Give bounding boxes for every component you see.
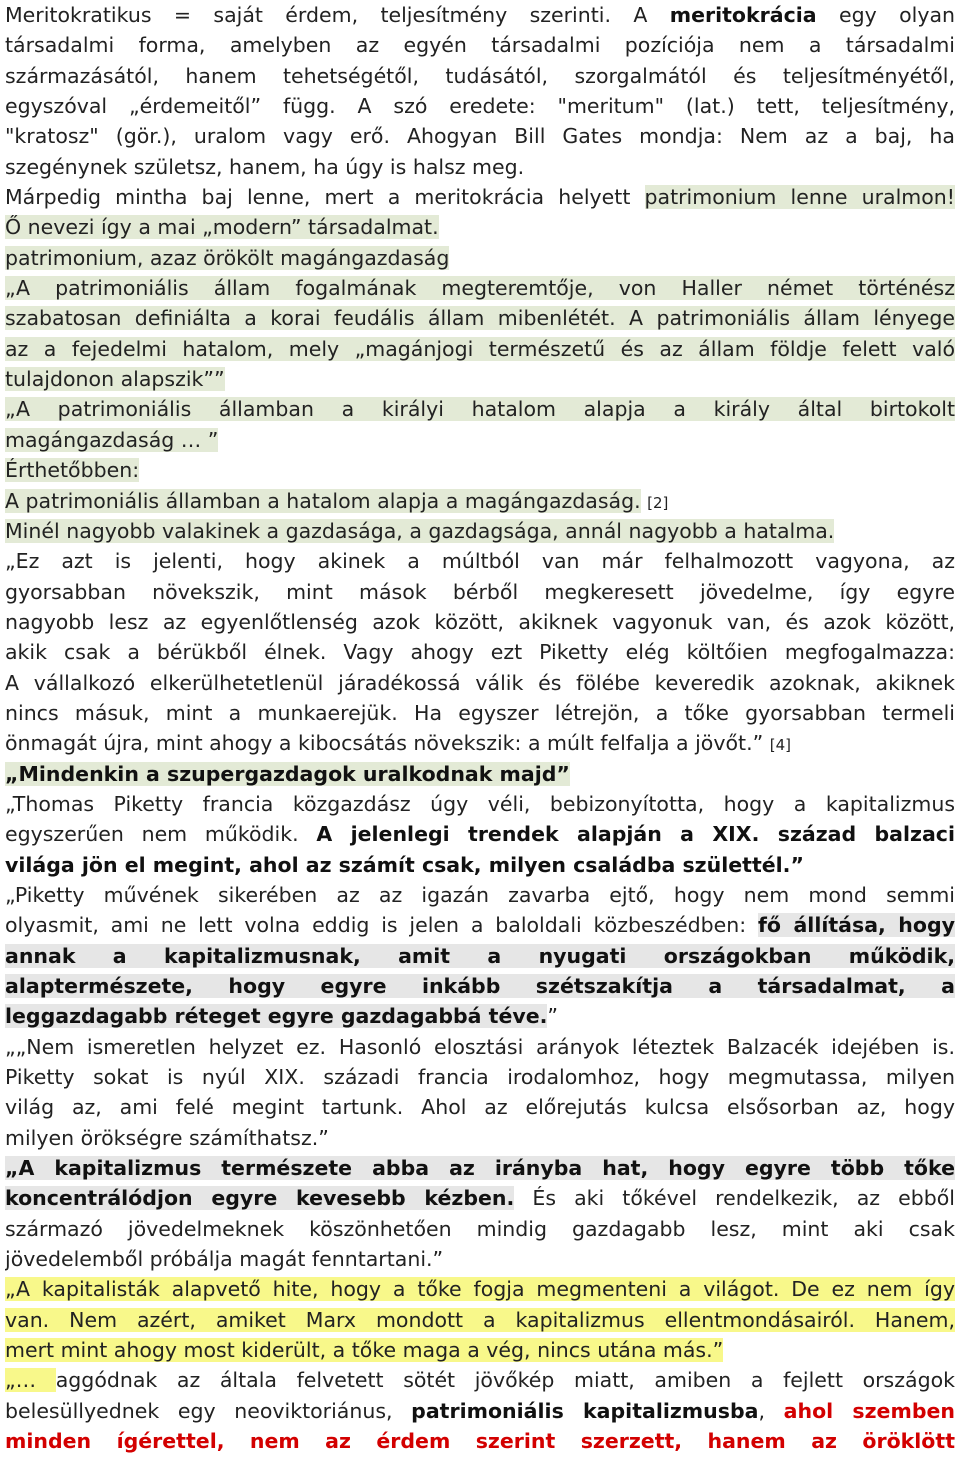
footnote-ref: [2] (647, 493, 669, 512)
text-segment: A vállalkozó elkerülhetetlenül járadékossá válik és fölébe keveredik azoknak, akiknek (5, 670, 955, 695)
text-segment: meritokrácia (669, 3, 817, 27)
text-segment: patrimoniális kapitalizmusba (411, 1398, 759, 1423)
text-line (5, 880, 955, 910)
text-segment: egyszóval „érdemeitől” függ. A szó eredete: "meritum" (lat.) tett, teljesítmény, (5, 94, 955, 119)
text-line (5, 1032, 955, 1062)
text-line (5, 182, 955, 212)
text-segment: Piketty sokat is nyúl XIX. századi francia irodalomhoz, hogy megmutassa, milyen (5, 1065, 955, 1090)
text-segment: egyszerűen nem működik. (5, 822, 317, 847)
text-segment: tulajdonon alapszik”” (5, 367, 225, 392)
text-line (5, 334, 955, 364)
text-segment: „A kapitalizmus természete abba az irányba hat, hogy egyre több tőke (5, 1156, 955, 1181)
text-line (5, 1092, 955, 1122)
text-segment: akik csak a bérükből élnek. Vagy ahogy ezt Piketty elég költőien megfogalmazza: (5, 640, 955, 665)
text-segment: alaptermészete, hogy egyre inkább szétszakítja a társadalmat, a (5, 974, 955, 998)
text-segment: "kratosz" (gör.), uralom vagy erő. Ahogyan Bill Gates mondja: Nem az a baj, ha (5, 124, 955, 149)
text-segment: Márpedig mintha baj lenne, mert a meritokrácia helyett (5, 185, 645, 210)
text-segment: aggódnak az általa felvetett sötét jövőkép miatt, amiben a fejlett országok (55, 1368, 955, 1393)
footnote-ref: [4] (769, 736, 791, 755)
text-segment: belesüllyednek egy neoviktoriánus, (5, 1398, 412, 1423)
text-line (5, 668, 955, 698)
text-line (5, 971, 955, 1001)
text-segment: „A patrimoniális államban a királyi hatalom alapja a király által birtokolt (5, 397, 955, 422)
text-segment: „„Nem ismeretlen helyzet ez. Hasonló elosztási arányok léteztek Balzacék idejében is. (5, 1034, 955, 1059)
text-line (5, 303, 955, 333)
text-line (5, 0, 955, 30)
text-segment: társadalmi forma, amelyben az egyén társadalmi pozíciója nem a társadalmi (5, 33, 955, 58)
text-line (5, 273, 955, 303)
text-segment: világ az, ami felé megint tartunk. Ahol az előrejutás kulcsa elsősorban az, hogy (5, 1095, 955, 1120)
text-segment: jövedelemből próbálja magát fenntartani.” (5, 1247, 444, 1272)
text-segment: patrimonium lenne uralmon! (644, 185, 955, 210)
text-line (5, 1123, 955, 1153)
text-line (5, 1214, 955, 1244)
text-line (5, 1062, 955, 1092)
text-line (5, 637, 955, 667)
text-line (5, 394, 955, 424)
text-line (5, 850, 955, 880)
text-line (5, 1426, 955, 1456)
text-segment: koncentrálódjon egyre kevesebb kézben. (5, 1186, 515, 1211)
text-segment: szabatosan definiálta a korai feudális állam mibenlétét. (5, 306, 616, 331)
text-segment: „Mindenkin a szupergazdagok uralkodnak majd” (5, 761, 570, 786)
text-line (5, 910, 955, 940)
text-line (5, 759, 955, 789)
text-line (5, 152, 955, 182)
text-segment: Meritokratikus = saját érdem, teljesítmény szerinti. A (5, 3, 670, 27)
text-line (5, 607, 955, 637)
text-line (5, 91, 955, 121)
text-line (5, 546, 955, 576)
text-segment: „… (5, 1368, 56, 1393)
text-segment: fő állítása, hogy (758, 913, 955, 938)
text-line (5, 1305, 955, 1335)
text-line (5, 455, 955, 485)
text-segment: Érthetőbben: (5, 458, 140, 483)
text-segment: ” (547, 1004, 559, 1029)
text-segment: Ő nevezi így a mai „modern” társadalmat. (5, 215, 439, 240)
text-line (5, 516, 955, 546)
text-segment: leggazdagabb réteget egyre gazdagabbá téve. (5, 1004, 548, 1029)
text-line (5, 212, 955, 242)
text-line (5, 728, 955, 758)
text-line (5, 698, 955, 728)
text-line (5, 61, 955, 91)
text-segment: patrimonium, azaz örökölt magángazdaság (5, 245, 450, 270)
text-line (5, 243, 955, 273)
text-segment: „Piketty művének sikerében az az igazán zavarba ejtő, hogy nem mond semmi (5, 882, 955, 907)
text-segment: „A kapitalisták alapvető hite, hogy a tőke fogja megmenteni a világot. De ez nem így (5, 1277, 955, 1302)
text-line (5, 577, 955, 607)
text-line (5, 1153, 955, 1183)
text-segment: , (758, 1398, 784, 1423)
text-segment: annak a kapitalizmusnak, amit a nyugati országokban működik, (5, 943, 955, 968)
text-segment: származásától, hanem tehetségétől, tudásától, szorgalmától és teljesítményétől, (5, 63, 955, 88)
text-line (5, 1183, 955, 1213)
text-segment: van. Nem azért, amiket Marx mondott a kapitalizmus ellentmondásairól. Hanem, (5, 1307, 955, 1332)
text-segment: „Thomas Piketty francia közgazdász úgy véli, bebizonyította, hogy a kapitalizmus (5, 791, 955, 816)
text-line (5, 425, 955, 455)
text-line (5, 1365, 955, 1395)
text-segment: önmagát újra, mint ahogy a kibocsátás növekszik: a múlt felfalja a jövőt.” (5, 731, 764, 756)
text-line (5, 819, 955, 849)
text-line (5, 1001, 955, 1031)
text-segment: Minél nagyobb valakinek a gazdasága, a gazdagsága, annál nagyobb a hatalma. (5, 518, 835, 543)
text-segment: származó jövedelmeknek köszönhetően mindig gazdagabb lesz, mint aki csak (5, 1216, 955, 1241)
text-segment: szegénynek születsz, hanem, ha úgy is halsz meg. (5, 154, 525, 179)
text-segment: az a fejedelmi hatalom, mely „magánjogi természetű és az állam földje felett való (5, 336, 955, 361)
text-segment: ahol szemben (783, 1398, 955, 1423)
text-segment: egy olyan (816, 3, 955, 27)
text-segment: gyorsabban növekszik, mint mások bérből megkeresett jövedelme, így egyre (5, 579, 955, 604)
text-segment: „Ez azt is jelenti, hogy akinek a múltból van már felhalmozott vagyona, az (5, 549, 955, 574)
text-segment: nagyobb lesz az egyenlőtlenség azok között, akiknek vagyonuk van, és azok között, (5, 609, 955, 634)
text-line (5, 30, 955, 60)
text-segment: olyasmit, ami ne lett volna eddig is jelen a baloldali közbeszédben: (5, 913, 759, 938)
text-line (5, 121, 955, 151)
text-line (5, 486, 955, 516)
text-segment: A patrimoniális államban a hatalom alapja a magángazdaság. (5, 488, 641, 513)
text-segment: világa jön el megint, ahol az számít csak, milyen családba születtél.” (5, 852, 804, 877)
text-segment: nincs másuk, mint a munkaerejük. Ha egyszer létrejön, a tőke gyorsabban termeli (5, 700, 955, 725)
text-line (5, 364, 955, 394)
text-line (5, 789, 955, 819)
text-segment: A jelenlegi trendek alapján a XIX. század balzaci (316, 822, 955, 847)
text-line (5, 1396, 955, 1426)
text-segment: milyen örökségre számíthatsz.” (5, 1125, 329, 1150)
text-line (5, 1274, 955, 1304)
text-line (5, 1244, 955, 1274)
text-segment: mert mint ahogy most kiderült, a tőke maga a vég, nincs utána más.” (5, 1338, 724, 1363)
text-line (5, 941, 955, 971)
text-segment: minden ígérettel, nem az érdem szerint szerzett, hanem az öröklött (5, 1429, 955, 1454)
text-segment: A patrimoniális állam lényege (615, 306, 955, 331)
text-line (5, 1335, 955, 1365)
text-segment: magángazdaság … ” (5, 427, 219, 452)
text-segment: És aki tőkével rendelkezik, az ebből (514, 1186, 955, 1211)
text-segment: „A patrimoniális állam fogalmának megteremtője, von Haller német történész (5, 276, 955, 301)
